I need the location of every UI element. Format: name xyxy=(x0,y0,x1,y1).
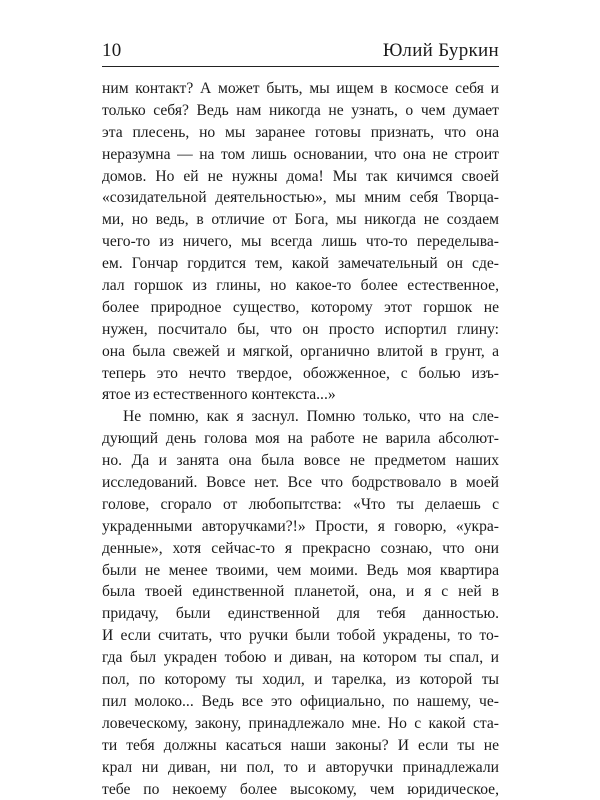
text-line: чего-то из ничего, мы всегда лишь что-то переделыва- xyxy=(102,231,499,253)
text-line: «созидательной деятельностью», мы мним себя Творца- xyxy=(102,187,499,209)
text-line: исследований. Вовсе нет. Все что бодрствовало в моей xyxy=(102,472,499,494)
text-line: ти тебя должны касаться наши законы? И если ты не xyxy=(102,735,499,757)
text-line: ним контакт? А может быть, мы ищем в космосе себя и xyxy=(102,78,499,100)
text-line: теперь это нечто твердое, обожженное, с болью изъ- xyxy=(102,363,499,385)
text-line: И если считать, что ручки были тобой украдены, то то- xyxy=(102,625,499,647)
page-number: 10 xyxy=(102,40,122,62)
text-line: голове, сгорало от любопытства: «Что ты делаешь с xyxy=(102,494,499,516)
text-line: лал горшок из глины, но какое-то более естественное, xyxy=(102,275,499,297)
body-text xyxy=(102,78,499,800)
text-line: денные», хотя сейчас-то я прекрасно сознаю, что они xyxy=(102,538,499,560)
text-line: были не менее твоими, чем моими. Ведь моя квартира xyxy=(102,560,499,582)
text-line: ятое из естественного контекста...» xyxy=(102,384,499,406)
text-line: ем. Гончар гордится тем, какой замечательный он сде- xyxy=(102,253,499,275)
text-line: она была свежей и мягкой, органично влитой в грунт, а xyxy=(102,341,499,363)
text-line: пил молоко... Ведь все это официально, по нашему, че- xyxy=(102,691,499,713)
text-line: эта плесень, но мы заранее готовы признать, что она xyxy=(102,122,499,144)
text-line: украденными авторучками?!» Прости, я говорю, «укра- xyxy=(102,516,499,538)
text-line: более природное существо, которому этот горшок не xyxy=(102,297,499,319)
text-line: но. Да и занята она была вовсе не предметом наших xyxy=(102,450,499,472)
text-line: гда был украден тобою и диван, на котором ты спал, и xyxy=(102,647,499,669)
text-line: неразумна — на том лишь основании, что она не строит xyxy=(102,144,499,166)
text-line: домов. Но ей не нужны дома! Мы так кичимся своей xyxy=(102,166,499,188)
text-line: ми, но ведь, в отличие от Бога, мы никогда не создаем xyxy=(102,209,499,231)
text-line: пол, по которому ты ходил, и тарелка, из которой ты xyxy=(102,669,499,691)
text-line: только себя? Ведь нам никогда не узнать, о чем думает xyxy=(102,100,499,122)
header-rule xyxy=(102,66,499,67)
text-line: Не помню, как я заснул. Помню только, что на сле- xyxy=(102,406,499,428)
text-line: тебе по некоему более высокому, чем юридическое, xyxy=(102,779,499,800)
text-line: нужен, посчитало бы, что он просто испортил глину: xyxy=(102,319,499,341)
running-title: Юлий Буркин xyxy=(383,40,499,62)
text-line: дующий день голова моя на работе не варила абсолют- xyxy=(102,428,499,450)
text-line: ловеческому, закону, принадлежало мне. Но с какой ста- xyxy=(102,713,499,735)
text-line: придачу, были единственной для тебя данностью. xyxy=(102,603,499,625)
text-line: крал ни диван, ни пол, то и авторучки принадлежали xyxy=(102,757,499,779)
running-header xyxy=(102,40,499,62)
text-line: была твоей единственной планетой, она, и я с ней в xyxy=(102,581,499,603)
